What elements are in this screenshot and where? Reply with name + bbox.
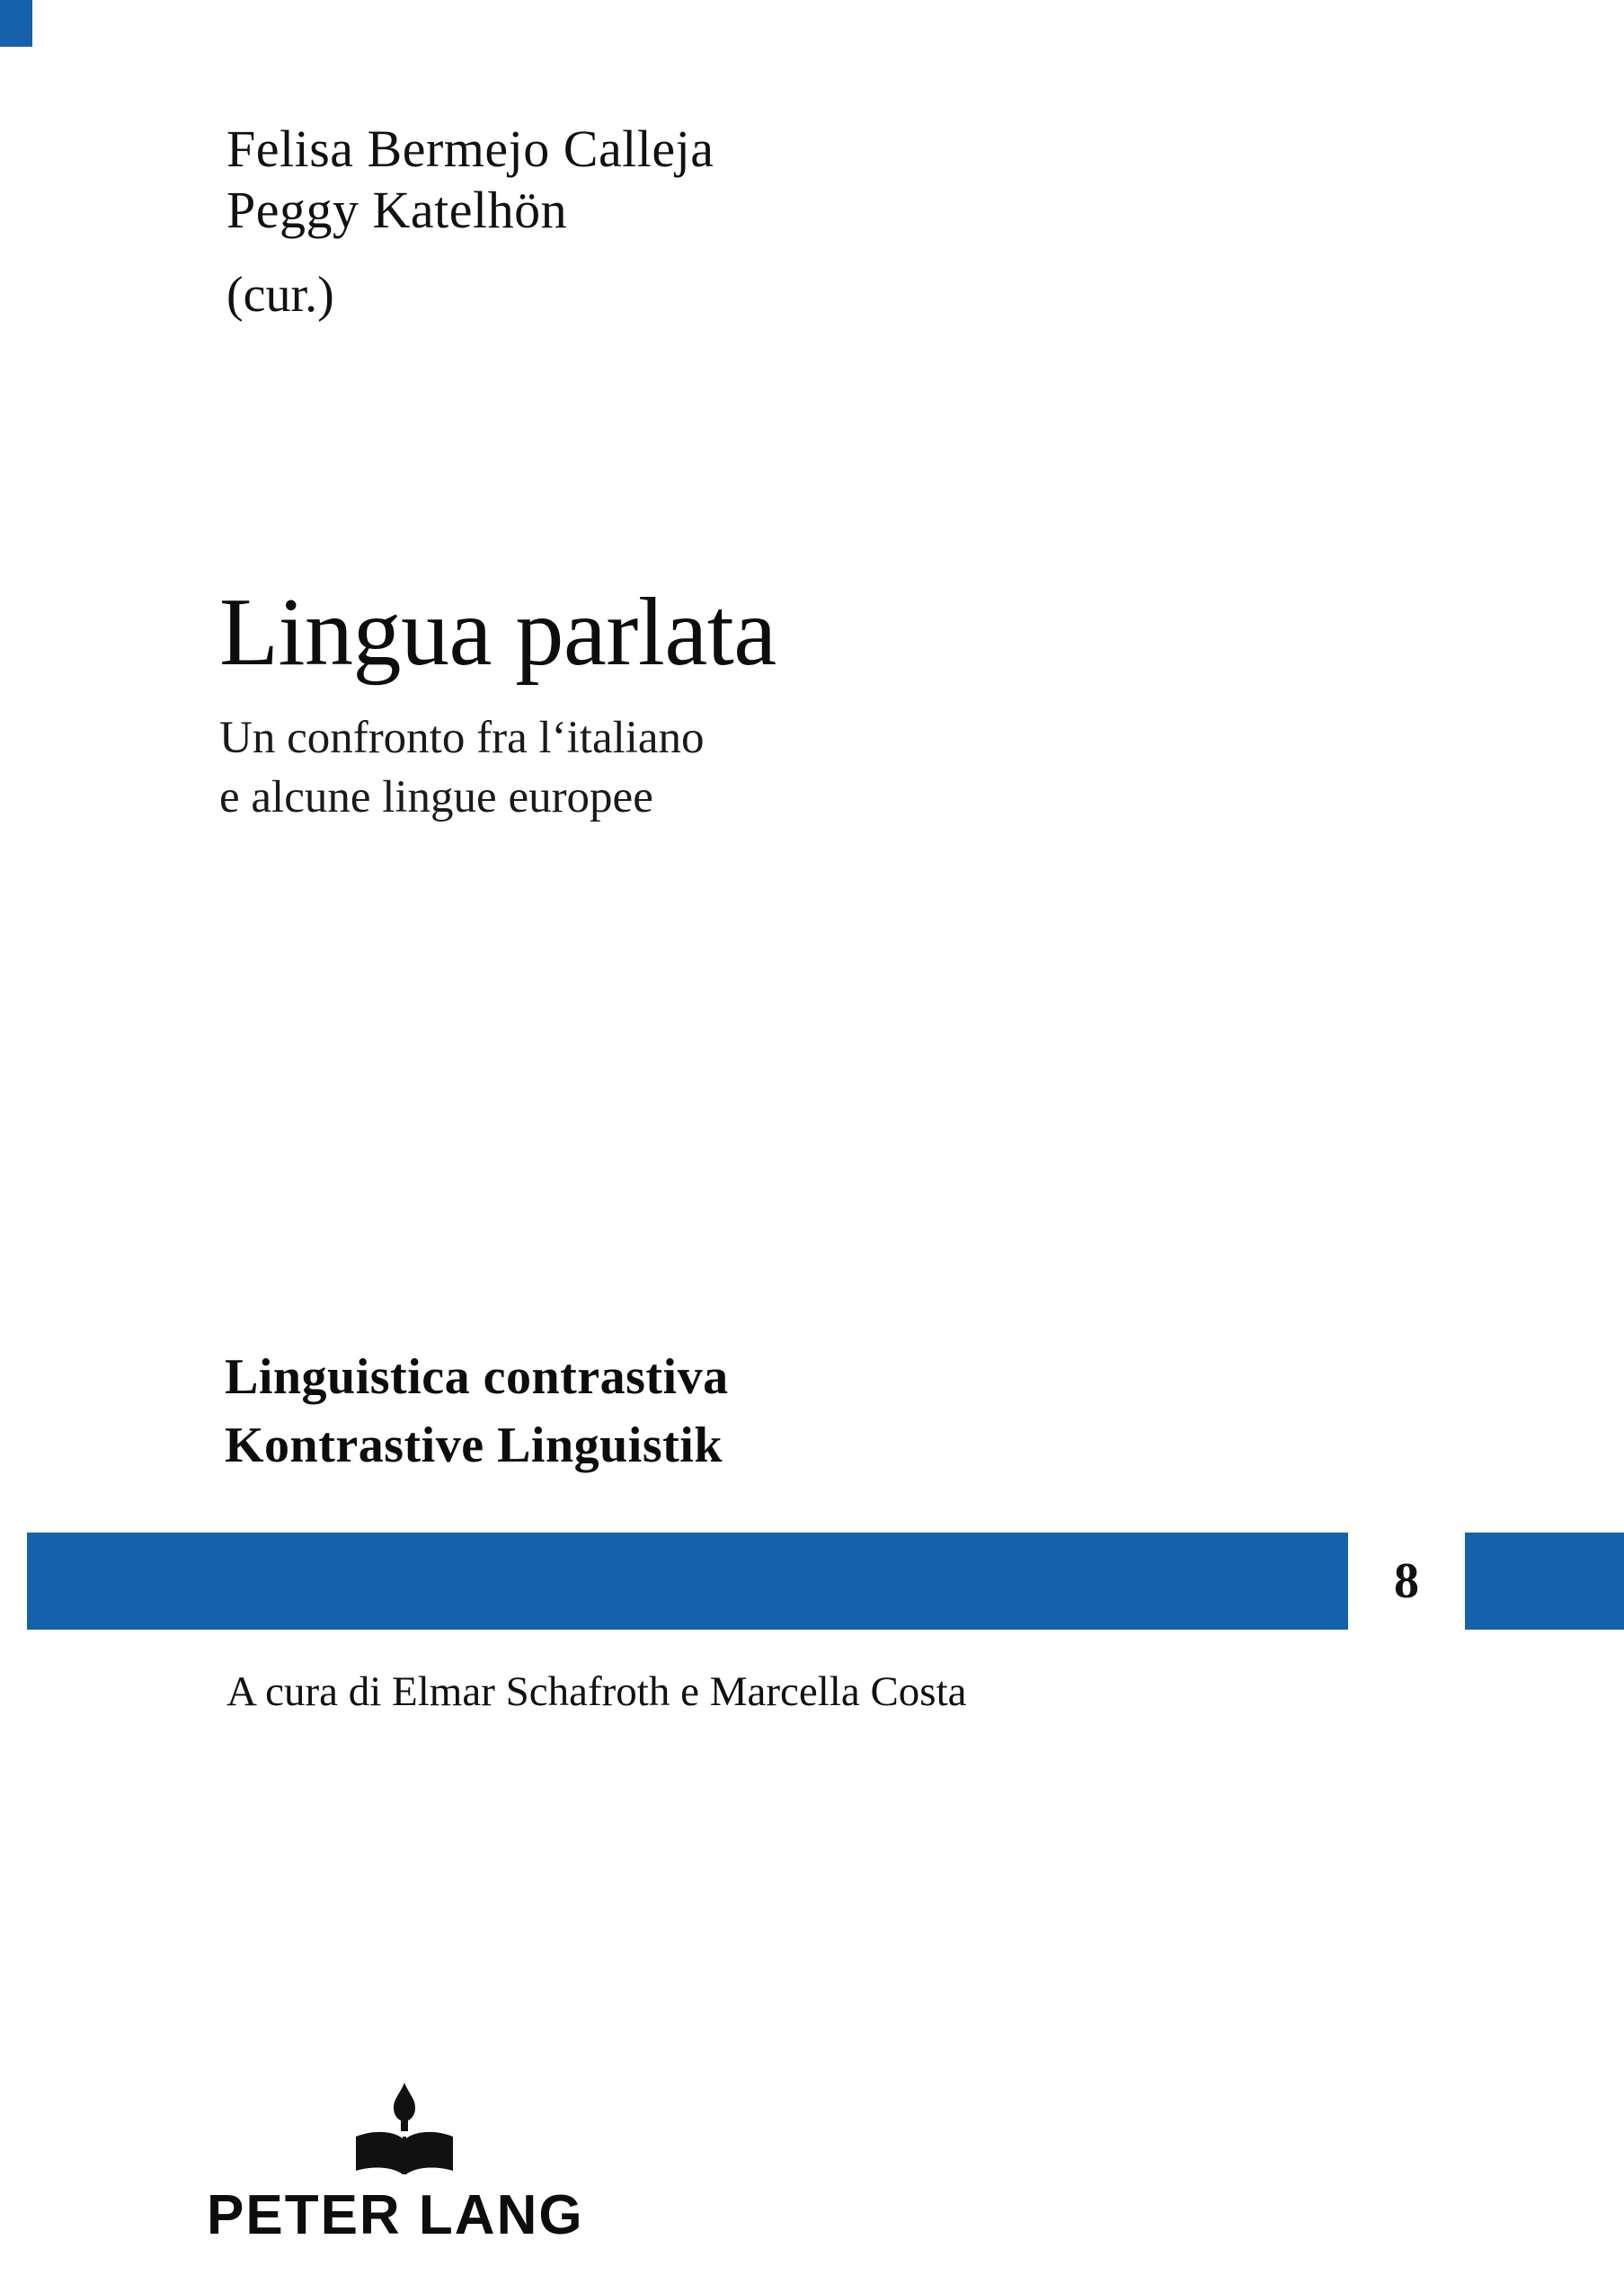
editor-name-2: Peggy Katelhön — [226, 181, 568, 240]
editor-role-label: (cur.) — [226, 266, 334, 323]
publisher-name: PETER LANG — [207, 2184, 584, 2246]
book-subtitle — [219, 708, 1298, 828]
series-editors-credit: A cura di Elmar Schafroth e Marcella Costa — [226, 1668, 967, 1715]
volume-number: 8 — [1348, 1533, 1465, 1630]
book-subtitle-line-2: e alcune lingue europee — [219, 772, 653, 823]
series-title-italian: Linguistica contrastiva — [225, 1349, 729, 1405]
blue-band-right — [1465, 1533, 1624, 1630]
series-title-block — [225, 1344, 1303, 1480]
peter-lang-book-logo-icon — [351, 2081, 458, 2180]
blue-band-left — [27, 1533, 1348, 1630]
title-block — [219, 579, 1298, 828]
series-title-german: Kontrastive Linguistik — [225, 1417, 723, 1473]
publisher-block — [207, 2081, 674, 2247]
corner-accent-mark — [0, 0, 32, 47]
editors-block — [226, 119, 1215, 325]
book-title: Lingua parlata — [219, 579, 777, 686]
book-subtitle-line-1: Un confronto fra l‘italiano — [219, 713, 705, 763]
editor-name-1: Felisa Bermejo Calleja — [226, 120, 714, 178]
